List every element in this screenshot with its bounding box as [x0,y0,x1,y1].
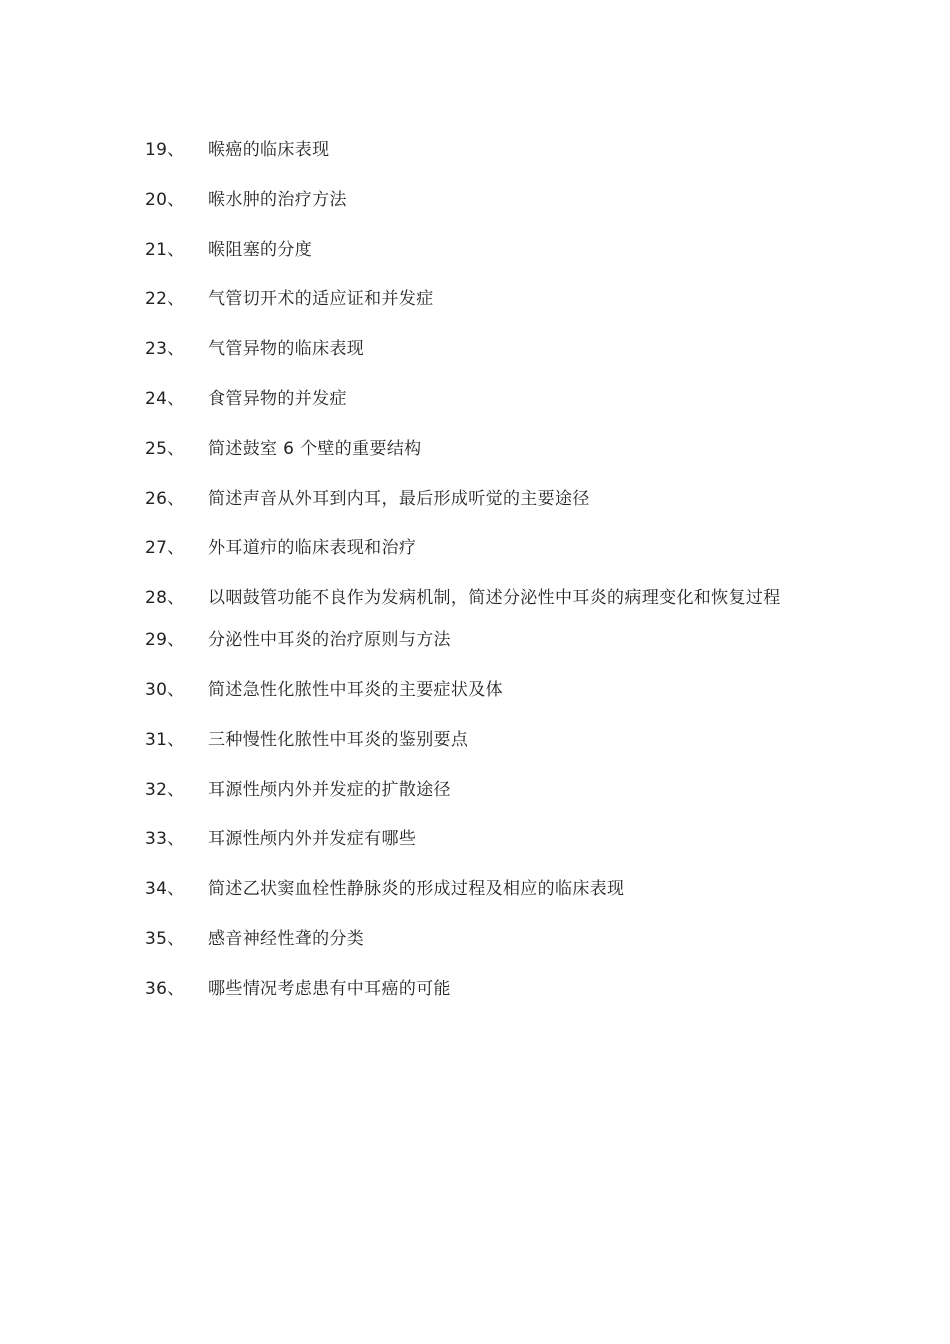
question-text: 简述鼓室 6 个壁的重要结构 [208,438,422,459]
question-item [145,824,810,854]
question-number: 32、 [145,779,185,800]
question-number: 31、 [145,729,185,750]
question-number: 33、 [145,829,185,850]
question-item [145,974,810,1004]
question-text: 哪些情况考虑患有中耳癌的可能 [208,978,451,999]
question-number: 35、 [145,928,185,949]
question-text: 气管切开术的适应证和并发症 [208,289,434,310]
question-number: 26、 [145,488,185,509]
question-item [145,725,810,755]
question-text: 简述急性化脓性中耳炎的主要症状及体 [208,679,503,700]
question-text: 喉水肿的治疗方法 [208,189,347,210]
question-item [145,874,810,904]
question-text: 三种慢性化脓性中耳炎的鉴别要点 [208,729,469,750]
question-item [145,580,810,616]
question-text: 气管异物的临床表现 [208,339,365,360]
question-text: 耳源性颅内外并发症的扩散途径 [208,779,451,800]
question-text: 简述声音从外耳到内耳，最后形成听觉的主要途径 [208,488,590,509]
question-text: 感音神经性聋的分类 [208,928,365,949]
question-text: 外耳道疖的临床表现和治疗 [208,538,417,559]
question-item [145,675,810,705]
question-number: 24、 [145,388,185,409]
question-item [145,235,810,265]
question-number: 25、 [145,438,185,459]
question-text: 喉阻塞的分度 [208,239,313,260]
question-text: 简述乙状窦血栓性静脉炎的形成过程及相应的临床表现 [208,879,625,900]
question-number: 27、 [145,538,185,559]
question-number: 36、 [145,978,185,999]
question-text: 以咽鼓管功能不良作为发病机制，简述分泌性中耳炎的病理变化和恢复过程 [208,588,781,609]
question-number: 20、 [145,189,185,210]
question-text: 分泌性中耳炎的治疗原则与方法 [208,630,451,651]
question-number: 28、 [145,588,185,609]
question-number: 23、 [145,339,185,360]
question-item [145,533,810,563]
question-text: 耳源性颅内外并发症有哪些 [208,829,417,850]
question-item [145,284,810,314]
question-item [145,434,810,464]
question-number: 30、 [145,679,185,700]
question-number: 21、 [145,239,185,260]
question-item [145,775,810,805]
question-item [145,924,810,954]
question-number: 29、 [145,630,185,651]
question-item [145,185,810,215]
question-item [145,135,810,165]
question-number: 22、 [145,289,185,310]
question-item [145,334,810,364]
question-number: 19、 [145,140,185,160]
question-list [145,135,810,1024]
question-item [145,625,810,655]
question-item [145,484,810,514]
question-text: 食管异物的并发症 [208,388,347,409]
question-number: 34、 [145,879,185,900]
question-item [145,384,810,414]
question-text: 喉癌的临床表现 [208,140,330,160]
